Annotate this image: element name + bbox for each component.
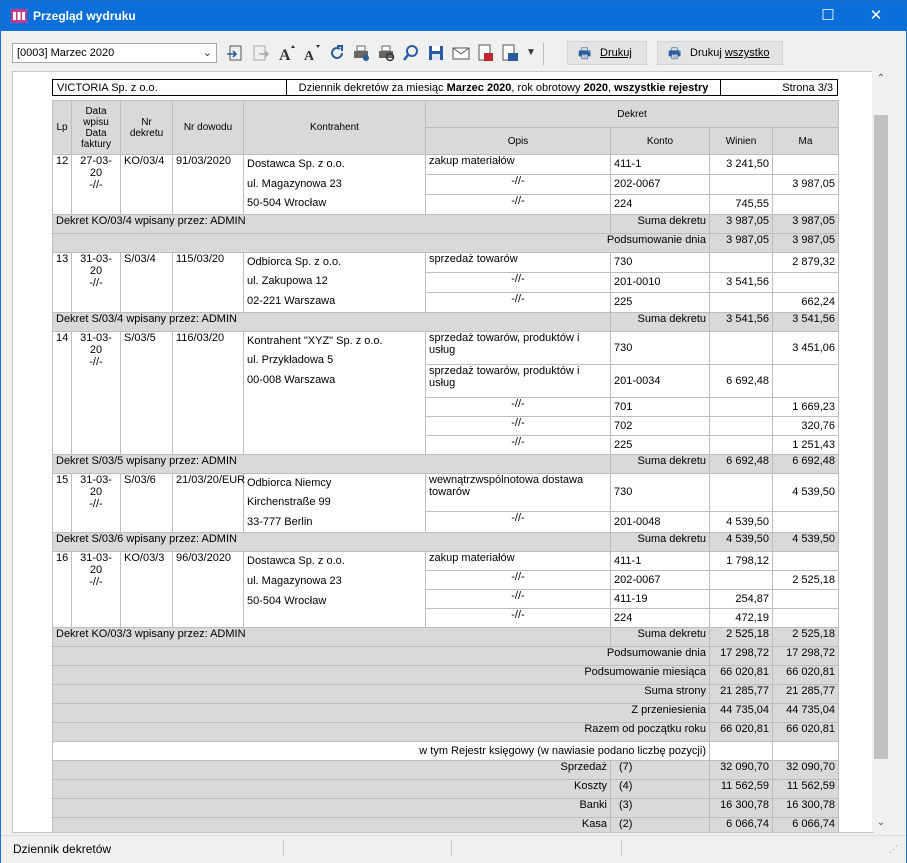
- line-debit: 745,55: [710, 194, 773, 214]
- summary-debit: 44 735,04: [710, 704, 773, 723]
- line-account: 225: [611, 292, 710, 312]
- col-dekret-no: Nr dekretu: [121, 101, 173, 155]
- save-icon[interactable]: [426, 43, 446, 63]
- line-account: 411-1: [611, 155, 710, 175]
- settings-icon[interactable]: [351, 43, 371, 63]
- entry-date: [72, 552, 121, 628]
- printer-icon: 🖶: [578, 45, 592, 61]
- mail-icon[interactable]: [451, 43, 471, 63]
- contractor-line: ul. Magazynowa 23: [247, 177, 342, 190]
- line-debit: [710, 571, 773, 590]
- summary-debit: 3 987,05: [710, 214, 773, 233]
- line-debit: [710, 416, 773, 435]
- page-settings-icon[interactable]: [376, 43, 396, 63]
- line-account: 701: [611, 397, 710, 416]
- window-title: Przegląd wydruku: [33, 9, 136, 23]
- line-desc: -//-: [426, 435, 611, 454]
- journal-table: [52, 100, 839, 833]
- vertical-scrollbar[interactable]: [872, 71, 890, 831]
- register-name: Koszty: [53, 780, 611, 799]
- summary-credit: 44 735,04: [773, 704, 839, 723]
- status-divider: [451, 840, 452, 856]
- line-credit: [773, 552, 839, 571]
- register-count: (2): [611, 818, 710, 833]
- journal-row: [53, 473, 839, 511]
- summary-label: Razem od początku roku: [53, 723, 710, 742]
- entry-date-value: 31-03-20: [80, 252, 112, 277]
- line-debit: 3 241,50: [710, 155, 773, 175]
- col-dekret: Dekret: [426, 101, 839, 128]
- period-select-value: [0003] Marzec 2020: [17, 47, 115, 59]
- summary-label: Suma strony: [53, 685, 710, 704]
- col-debit: Winien: [710, 128, 773, 155]
- entry-doc-no: 115/03/20: [173, 252, 244, 312]
- line-debit: 472,19: [710, 609, 773, 628]
- line-account: 201-0048: [611, 511, 710, 533]
- line-account: 411-19: [611, 590, 710, 609]
- line-desc: -//-: [426, 571, 611, 590]
- contractor-line: ul. Przykładowa 5: [247, 354, 334, 367]
- entry-footer: Dekret S/03/6 wpisany przez: ADMIN: [53, 533, 611, 552]
- entry-date-value: 31-03-20: [80, 331, 112, 356]
- line-credit: [773, 511, 839, 533]
- line-debit: [710, 252, 773, 272]
- entry-lp: 14: [53, 331, 72, 454]
- entry-doc-no: 91/03/2020: [173, 155, 244, 215]
- line-account: 730: [611, 252, 710, 272]
- empty-cell: [710, 742, 773, 761]
- invoice-date-value: -//-: [89, 276, 103, 289]
- empty-cell: [773, 742, 839, 761]
- line-debit: [710, 435, 773, 454]
- summary-label: Suma dekretu: [611, 312, 710, 331]
- summary-label: Suma dekretu: [611, 454, 710, 473]
- col-desc: Opis: [426, 128, 611, 155]
- entry-contractor: [244, 552, 426, 628]
- line-credit: 2 879,32: [773, 252, 839, 272]
- register-row: [53, 818, 839, 833]
- line-desc: wewnątrzwspólnotowa dostawa towarów: [426, 473, 611, 511]
- line-desc: zakup materiałów: [426, 155, 611, 175]
- status-divider: [283, 840, 284, 856]
- invoice-date-value: -//-: [89, 179, 103, 191]
- title-bar: [1, 1, 906, 31]
- line-debit: 1 798,12: [710, 552, 773, 571]
- entry-footer: Dekret S/03/4 wpisany przez: ADMIN: [53, 312, 611, 331]
- contractor-line: 50-504 Wrocław: [247, 197, 327, 210]
- entry-contractor: [244, 331, 426, 454]
- summary-debit: 66 020,81: [710, 666, 773, 685]
- entry-footer: Dekret S/03/5 wpisany przez: ADMIN: [53, 454, 611, 473]
- summary-debit: 21 285,77: [710, 685, 773, 704]
- line-account: 202-0067: [611, 571, 710, 590]
- register-count: (3): [611, 799, 710, 818]
- font-decrease-icon[interactable]: [302, 43, 322, 63]
- line-account: 730: [611, 331, 710, 364]
- entry-lp: 16: [53, 552, 72, 628]
- line-desc: zakup materiałów: [426, 552, 611, 571]
- entry-date: [72, 252, 121, 312]
- scroll-down-icon[interactable]: ⌄: [876, 817, 886, 828]
- line-account: 702: [611, 416, 710, 435]
- line-credit: 1 251,43: [773, 435, 839, 454]
- registers-header: w tym Rejestr księgowy (w nawiasie podano liczbę pozycji): [53, 742, 710, 761]
- summary-row: [53, 628, 839, 647]
- register-row: [53, 761, 839, 780]
- line-account: 411-1: [611, 552, 710, 571]
- app-icon: [11, 9, 27, 23]
- summary-credit: 66 020,81: [773, 666, 839, 685]
- contractor-line: Odbiorca Sp. z o.o.: [247, 255, 342, 268]
- line-credit: [773, 590, 839, 609]
- line-account: 201-0010: [611, 272, 710, 292]
- preview-viewport[interactable]: [12, 71, 874, 833]
- line-desc: sprzedaż towarów: [426, 252, 611, 272]
- line-desc: sprzedaż towarów, produktów i usług: [426, 364, 611, 397]
- line-credit: [773, 364, 839, 397]
- contractor-line: Odbiorca Niemcy: [247, 476, 332, 489]
- register-credit: 32 090,70: [773, 761, 839, 780]
- summary-credit: 3 987,05: [773, 214, 839, 233]
- period-select[interactable]: [12, 43, 217, 63]
- line-debit: 6 692,48: [710, 364, 773, 397]
- entry-contractor: [244, 473, 426, 533]
- col-account: Konto: [611, 128, 710, 155]
- register-name: Banki: [53, 799, 611, 818]
- svg-text:A: A: [304, 49, 315, 63]
- line-account: 201-0034: [611, 364, 710, 397]
- summary-credit: 6 692,48: [773, 454, 839, 473]
- line-account: 730: [611, 473, 710, 511]
- contractor-line: Dostawca Sp. z o.o.: [247, 158, 345, 170]
- register-name: Kasa: [53, 818, 611, 833]
- summary-row: [53, 454, 839, 473]
- line-credit: 3 451,06: [773, 331, 839, 364]
- line-account: 202-0067: [611, 174, 710, 194]
- line-debit: [710, 331, 773, 364]
- entry-dekret-no: KO/03/4: [121, 155, 173, 215]
- export-format-icon[interactable]: [500, 43, 520, 63]
- entry-contractor: [244, 155, 426, 215]
- contractor-line: ul. Zakupowa 12: [247, 275, 328, 288]
- register-count: (7): [611, 761, 710, 780]
- contractor-line: 50-504 Wrocław: [247, 594, 327, 607]
- print-all-button-label: Drukuj wszystko: [690, 47, 770, 59]
- summary-label: Suma dekretu: [611, 214, 710, 233]
- journal-row: [53, 331, 839, 364]
- summary-label: Suma dekretu: [611, 533, 710, 552]
- col-doc-no: Nr dowodu: [173, 101, 244, 155]
- line-debit: 254,87: [710, 590, 773, 609]
- register-count: (4): [611, 780, 710, 799]
- print-button-label: Drukuj: [600, 47, 632, 59]
- summary-debit: 6 692,48: [710, 454, 773, 473]
- summary-credit: 2 525,18: [773, 628, 839, 647]
- entry-doc-no: 21/03/20/EUR: [173, 473, 244, 533]
- contractor-line: 02-221 Warszawa: [247, 294, 336, 307]
- line-credit: [773, 272, 839, 292]
- entry-date-value: 31-03-20: [80, 552, 112, 577]
- line-credit: 320,76: [773, 416, 839, 435]
- col-lp: Lp: [53, 101, 72, 155]
- line-desc: -//-: [426, 609, 611, 628]
- contractor-line: Kontrahent "XYZ" Sp. z o.o.: [247, 334, 383, 347]
- summary-debit: 3 987,05: [710, 233, 773, 252]
- register-debit: 16 300,78: [710, 799, 773, 818]
- line-debit: [710, 397, 773, 416]
- summary-row: [53, 647, 839, 666]
- line-debit: 4 539,50: [710, 511, 773, 533]
- summary-debit: 2 525,18: [710, 628, 773, 647]
- line-debit: [710, 292, 773, 312]
- invoice-date-value: -//-: [89, 355, 103, 368]
- toolbar-separator: [543, 43, 544, 65]
- report-page: [52, 79, 838, 833]
- summary-credit: 21 285,77: [773, 685, 839, 704]
- register-credit: 11 562,59: [773, 780, 839, 799]
- resize-grip-icon[interactable]: ⋰: [889, 844, 898, 854]
- register-name: Sprzedaż: [53, 761, 611, 780]
- line-credit: 2 525,18: [773, 571, 839, 590]
- scrollbar-thumb[interactable]: [874, 115, 888, 759]
- entry-doc-no: 116/03/20: [173, 331, 244, 454]
- entry-dekret-no: KO/03/3: [121, 552, 173, 628]
- register-debit: 11 562,59: [710, 780, 773, 799]
- status-text: Dziennik dekretów: [13, 842, 112, 856]
- summary-row: [53, 533, 839, 552]
- line-credit: [773, 155, 839, 175]
- page-number: Strona 3/3: [721, 80, 838, 96]
- register-credit: 6 066,74: [773, 818, 839, 833]
- chevron-down-icon: ⌄: [202, 47, 212, 59]
- summary-debit: 17 298,72: [710, 647, 773, 666]
- print-all-button[interactable]: [657, 41, 783, 65]
- line-desc: -//-: [426, 511, 611, 533]
- entry-date: [72, 155, 121, 215]
- line-credit: 1 669,23: [773, 397, 839, 416]
- summary-credit: 4 539,50: [773, 533, 839, 552]
- print-button[interactable]: [567, 41, 647, 65]
- report-title: Dziennik dekretów za miesiąc Marzec 2020, rok obrotowy 2020, wszystkie rejestry: [287, 80, 721, 96]
- contractor-line: 33-777 Berlin: [247, 515, 313, 528]
- journal-row: [53, 552, 839, 571]
- entry-footer: Dekret KO/03/3 wpisany przez: ADMIN: [53, 628, 611, 647]
- col-contractor: Kontrahent: [244, 101, 426, 155]
- entry-dekret-no: S/03/5: [121, 331, 173, 454]
- summary-credit: 66 020,81: [773, 723, 839, 742]
- line-credit: [773, 194, 839, 214]
- entry-lp: 15: [53, 473, 72, 533]
- line-credit: [773, 609, 839, 628]
- status-divider: [621, 840, 622, 856]
- line-desc: -//-: [426, 194, 611, 214]
- line-desc: sprzedaż towarów, produktów i usług: [426, 331, 611, 364]
- registers-header-row: [53, 742, 839, 761]
- journal-row: [53, 252, 839, 272]
- register-credit: 16 300,78: [773, 799, 839, 818]
- contractor-line: 00-008 Warszawa: [247, 373, 336, 386]
- summary-label: Z przeniesienia: [53, 704, 710, 723]
- line-desc: -//-: [426, 174, 611, 194]
- report-header: [52, 79, 838, 96]
- col-credit: Ma: [773, 128, 839, 155]
- entry-date-value: 27-03-20: [80, 155, 112, 179]
- export-icon[interactable]: [225, 43, 245, 63]
- register-row: [53, 799, 839, 818]
- invoice-date-value: -//-: [89, 497, 103, 510]
- summary-credit: 3 987,05: [773, 233, 839, 252]
- summary-row: [53, 704, 839, 723]
- svg-text:A: A: [279, 47, 291, 63]
- summary-debit: 4 539,50: [710, 533, 773, 552]
- entry-date: [72, 473, 121, 533]
- contractor-line: Kirchenstraße 99: [247, 496, 331, 509]
- summary-row: [53, 723, 839, 742]
- refresh-icon[interactable]: [327, 43, 347, 63]
- search-icon[interactable]: [401, 43, 421, 63]
- summary-row: [53, 233, 839, 252]
- journal-row: [53, 155, 839, 175]
- summary-credit: 17 298,72: [773, 647, 839, 666]
- entry-date-value: 31-03-20: [80, 473, 112, 498]
- entry-lp: 12: [53, 155, 72, 215]
- line-account: 225: [611, 435, 710, 454]
- entry-contractor: [244, 252, 426, 312]
- summary-label: Podsumowanie miesiąca: [53, 666, 710, 685]
- summary-label: Suma dekretu: [611, 628, 710, 647]
- printer-icon: 🖶: [668, 45, 682, 61]
- register-debit: 6 066,74: [710, 818, 773, 833]
- maximize-button[interactable]: ☐: [821, 7, 835, 24]
- entry-date: [72, 331, 121, 454]
- entry-dekret-no: S/03/6: [121, 473, 173, 533]
- line-debit: [710, 473, 773, 511]
- line-desc: -//-: [426, 397, 611, 416]
- entry-dekret-no: S/03/4: [121, 252, 173, 312]
- journal-body: [53, 155, 839, 834]
- close-button[interactable]: ✕: [869, 7, 883, 24]
- entry-doc-no: 96/03/2020: [173, 552, 244, 628]
- summary-debit: 3 541,56: [710, 312, 773, 331]
- contractor-line: ul. Magazynowa 23: [247, 574, 342, 587]
- scroll-up-icon[interactable]: ⌃: [876, 73, 886, 84]
- register-row: [53, 780, 839, 799]
- line-debit: [710, 174, 773, 194]
- col-entry-date: Data wpisu Data faktury: [72, 101, 121, 155]
- summary-row: [53, 666, 839, 685]
- export-dropdown-icon[interactable]: ▼: [526, 47, 536, 58]
- font-increase-icon[interactable]: [277, 43, 297, 63]
- summary-credit: 3 541,56: [773, 312, 839, 331]
- contractor-line: Dostawca Sp. z o.o.: [247, 555, 345, 568]
- toolbar: [1, 31, 906, 71]
- status-bar: [1, 835, 906, 863]
- line-credit: 3 987,05: [773, 174, 839, 194]
- company-name: VICTORIA Sp. z o.o.: [53, 80, 287, 96]
- entry-lp: 13: [53, 252, 72, 312]
- summary-label: Podsumowanie dnia: [53, 647, 710, 666]
- entry-footer: Dekret KO/03/4 wpisany przez: ADMIN: [53, 214, 611, 233]
- summary-debit: 66 020,81: [710, 723, 773, 742]
- line-credit: 4 539,50: [773, 473, 839, 511]
- line-desc: -//-: [426, 590, 611, 609]
- summary-row: [53, 685, 839, 704]
- line-account: 224: [611, 609, 710, 628]
- line-desc: -//-: [426, 416, 611, 435]
- line-desc: -//-: [426, 292, 611, 312]
- register-debit: 32 090,70: [710, 761, 773, 780]
- invoice-date-value: -//-: [89, 576, 103, 589]
- summary-row: [53, 312, 839, 331]
- line-debit: 3 541,56: [710, 272, 773, 292]
- summary-row: [53, 214, 839, 233]
- line-desc: -//-: [426, 272, 611, 292]
- pdf-icon[interactable]: [475, 43, 495, 63]
- line-credit: 662,24: [773, 292, 839, 312]
- line-account: 224: [611, 194, 710, 214]
- export-disabled-icon[interactable]: [250, 43, 270, 63]
- summary-label: Podsumowanie dnia: [53, 233, 710, 252]
